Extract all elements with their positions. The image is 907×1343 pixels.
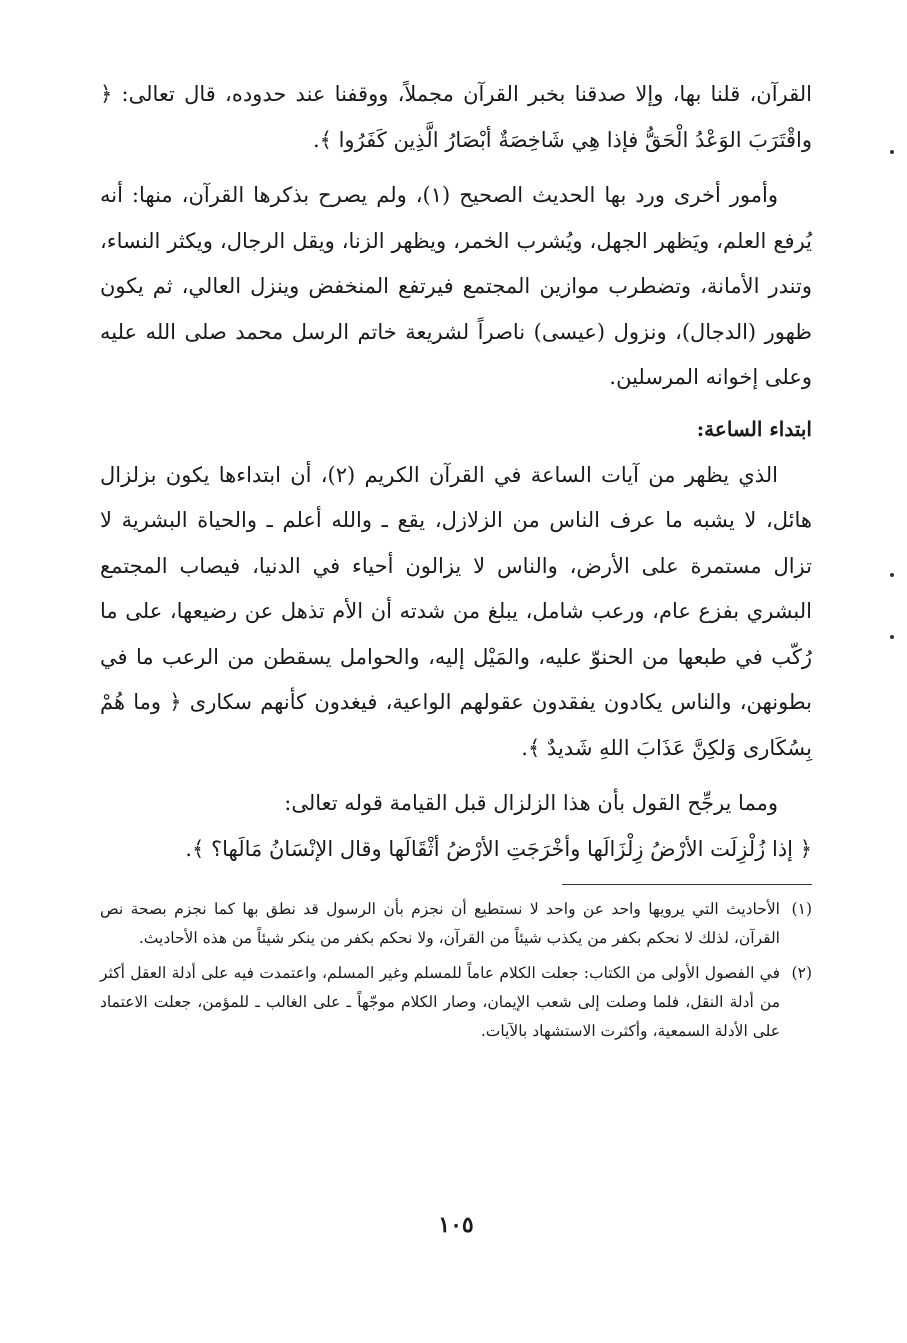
margin-mark (890, 573, 894, 577)
footnote-number: (٢) (791, 964, 812, 982)
footnote-number: (١) (791, 900, 812, 918)
footnote-separator (562, 884, 812, 885)
section-heading: ابتداء الساعة: (696, 416, 812, 441)
footnote (100, 895, 812, 953)
margin-mark (890, 150, 894, 154)
paragraph: وأمور أخرى ورد بها الحديث الصحيح (١)، ولم يصرح بذكرها القرآن، منها: أنه يُرفع العلم، ويَظهر الجهل، ويُشرب الخمر، ويظهر الزنا، ويقل الرجال، ويكثر النساء، وتندر الأمانة، وتضطرب موازين المجتمع فيرتفع المنخفض وينزل العالي، ثم يكون ظهور (الدجال)، ونزول (عيسى) ناصراً لشريعة خاتم الرسل محمد صلى الله عليه وعلى إخوانه المرسلين. (100, 183, 812, 389)
paragraph: ومما يرجِّح القول بأن هذا الزلزال قبل القيامة قوله تعالى: (284, 791, 778, 815)
footnote-text: في الفصول الأولى من الكتاب: جعلت الكلام عاماً للمسلم وغير المسلم، واعتمدت فيه على أدلة العقل أكثر من أدلة النقل، فلما وصلت إلى شعب الإيمان، وصار الكلام موجّهاً ـ على الغالب ـ للمؤمن، جعلت الاعتماد على الأدلة السمعية، وأكثرت الاستشهاد بالآيات. (100, 964, 780, 1040)
paragraph: الذي يظهر من آيات الساعة في القرآن الكريم (٢)، أن ابتداءها يكون بزلزال هائل، لا يشبه ما عرف الناس من الزلازل، يقع ـ والله أعلم ـ والحياة البشرية لا تزال مستمرة على الأرض، والناس لا يزالون أحياء في الدنيا، فيصاب المجتمع البشري بفزع عام، ورعب شامل، يبلغ من شدته أن الأم تذهل عن رضيعها، على ما رُكّب في طبعها من الحنوّ عليه، والمَيْل إليه، والحوامل يسقطن من الرعب ما في بطونهن، والناس يكادون يفقدون عقولهم الواعية، فيغدون كأنهم سكارى ﴿ وما هُمْ بِسُكَارى وَلكِنَّ عَذَابَ اللهِ شَديدٌ ﴾. (100, 462, 812, 760)
margin-mark (890, 635, 894, 639)
footnote (100, 959, 812, 1046)
book-page (100, 72, 812, 1312)
footnotes (100, 895, 812, 1046)
quran-verse: ﴿ إذا زُلْزِلَت الأرْضُ زِلْزَالَها وأخْرَجَتِ الأرْضُ أثْقَالَها وقال الإنْسَانُ مَالَها؟ ﴾. (185, 836, 812, 861)
main-text (100, 72, 812, 872)
footnote-text: الأحاديث التي يرويها واحد عن واحد لا نستطيع أن نجزم بأن الرسول قد نطق بها كما نجزم بصحة نص القرآن، لذلك لا نحكم بكفر من يكذب شيئاً من القرآن، ولا نحكم بكفر من ينكر شيئاً من هذه الأحاديث. (100, 900, 780, 947)
paragraph: القرآن، قلنا بها، وإلا صدقنا بخبر القرآن مجملاً، ووقفنا عند حدوده، قال تعالى: ﴿ واقْتَرَبَ الوَعْدُ الْحَقُّ فإذا هِي شَاخِصَةٌ أبْصَارُ الَّذِين كَفَرُوا ﴾. (100, 82, 812, 152)
page-number: ١٠٥ (438, 1212, 474, 1238)
